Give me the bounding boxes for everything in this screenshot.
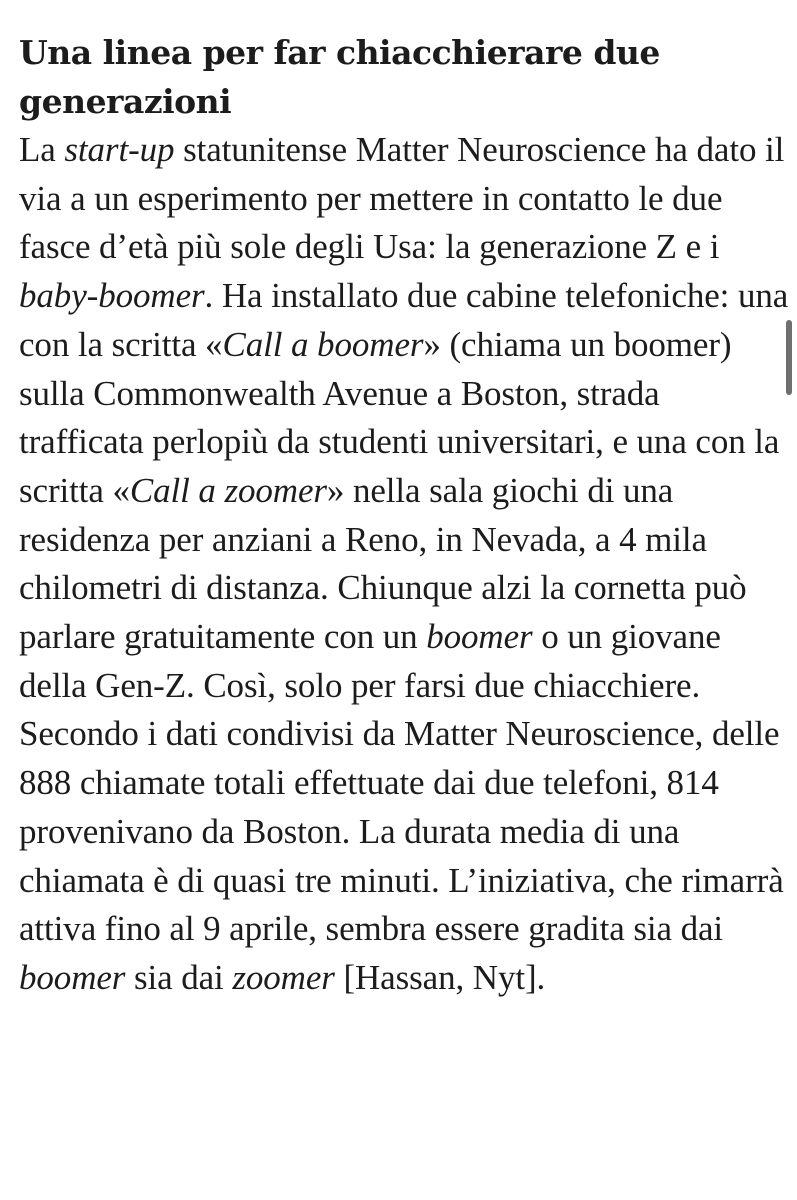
body-segment-italic: zoomer	[232, 957, 335, 997]
body-segment-italic: boomer	[19, 957, 126, 997]
body-segment: [Hassan, Nyt].	[334, 957, 546, 997]
body-segment: o un giovane della Gen-Z. Così, solo per farsi due chiacchiere. Secondo i dati condivisi da Matter Neuroscience, delle 888 chiamate totali effettuate dai due telefoni, 814 provenivano da Boston. La durata media di una chiamata è di quasi tre minuti. L’iniziativa, che rimarrà attiva fino al 9 aprile, sembra essere gradita sia dai	[19, 617, 784, 949]
body-segment-italic: baby-boomer	[19, 276, 205, 316]
article-body	[19, 126, 789, 1003]
body-segment-italic: boomer	[426, 617, 533, 657]
body-segment: » nella sala giochi di una residenza per anziani a Reno, in Nevada, a 4 mila chilometri di distanza. Chiunque alzi la cornetta può parlare gratuitamente con un	[19, 470, 747, 657]
body-segment: sia dai	[125, 957, 233, 997]
scrollbar-thumb[interactable]	[786, 320, 792, 395]
body-segment-italic: start-up	[64, 130, 175, 169]
body-segment: . Ha installato due cabine telefoniche: una con la scritta «	[19, 276, 789, 364]
body-segment-italic: Call a boomer	[222, 324, 424, 364]
body-segment: statunitense Matter Neuroscience ha dato il via a un esperimento per mettere in contatto le due fasce d’età più sole degli Usa: la generazione Z e i	[19, 130, 785, 267]
body-segment: » (chiama un boomer) sulla Commonwealth Avenue a Boston, strada trafficata perlopiù da studenti universitari, e una con la scritta «	[19, 324, 780, 510]
body-segment: La	[19, 130, 65, 169]
article-title: Una linea per far chiacchierare due generazioni	[19, 33, 660, 121]
article	[19, 28, 789, 1003]
body-segment-italic: Call a zoomer	[129, 470, 327, 510]
